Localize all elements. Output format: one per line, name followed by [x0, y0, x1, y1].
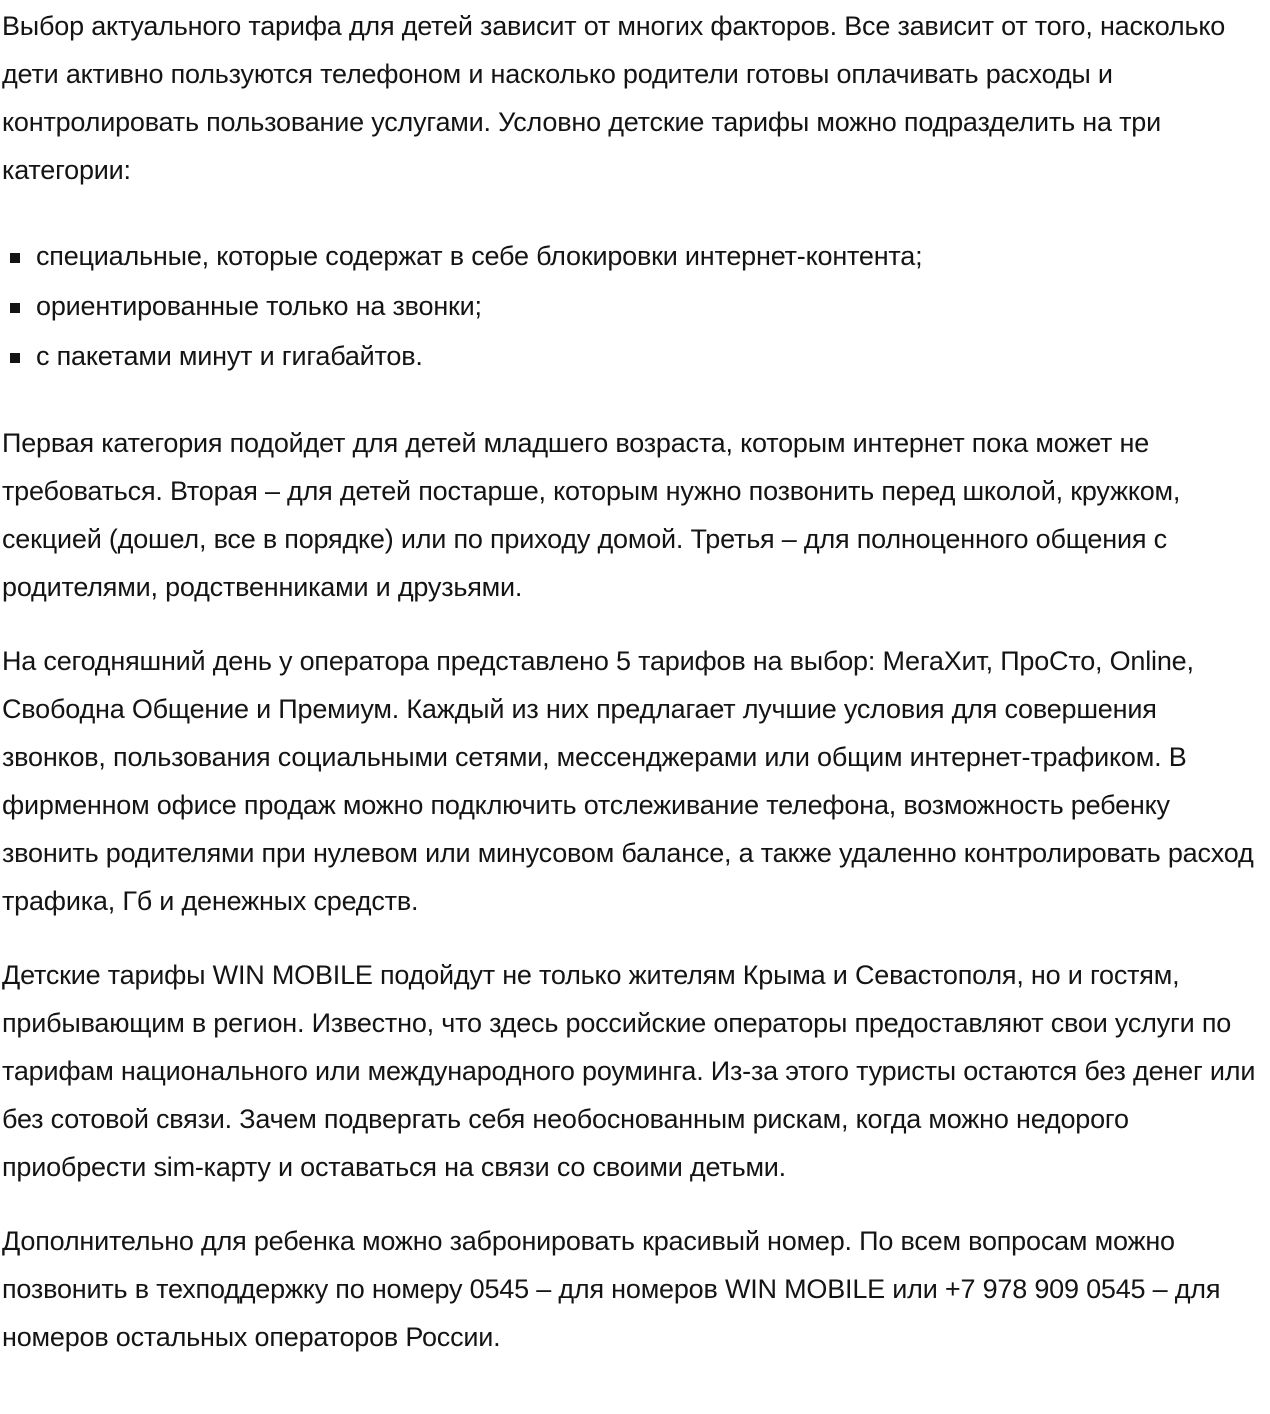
paragraph-tariffs: На сегодняшний день у оператора представлено 5 тарифов на выбор: МегаХит, ПроСто, Online, Свободна Общение и Премиум. Каждый из них предлагает лучшие условия для совершения звонков, пользования социальными сетями, мессенджерами или общим интернет-трафиком. В фирменном офисе продаж можно подключить отслеживание телефона, возможность ребенку звонить родителями при нулевом или минусовом балансе, а также удаленно контролировать расход трафика, Гб и денежных средств.: [2, 646, 1254, 916]
square-bullet-icon: [10, 253, 20, 263]
square-bullet-icon: [10, 353, 20, 363]
list-item-text: с пакетами минут и гигабайтов.: [36, 341, 423, 371]
tariff-categories-list: [2, 232, 1264, 380]
paragraph-support: Дополнительно для ребенка можно забронировать красивый номер. По всем вопросам можно позвонить в техподдержку по номеру 0545 – для номеров WIN MOBILE или +7 978 909 0545 – для номеров остальных операторов России.: [2, 1226, 1221, 1352]
list-item: [2, 282, 1264, 330]
list-item: [2, 332, 1264, 380]
list-item: [2, 232, 1264, 280]
paragraph-intro: Выбор актуального тарифа для детей зависит от многих факторов. Все зависит от того, насколько дети активно пользуются телефоном и насколько родители готовы оплачивать расходы и контролировать пользование услугами. Условно детские тарифы можно подразделить на три категории:: [2, 11, 1226, 185]
paragraph-categories: Первая категория подойдет для детей младшего возраста, которым интернет пока может не требоваться. Вторая – для детей постарше, которым нужно позвонить перед школой, кружком, секцией (дошел, все в порядке) или по приходу домой. Третья – для полноценного общения с родителями, родственниками и друзьями.: [2, 428, 1181, 602]
paragraph-region: Детские тарифы WIN MOBILE подойдут не только жителям Крыма и Севастополя, но и гостям, прибывающим в регион. Известно, что здесь российские операторы предоставляют свои услуги по тарифам национального или международного роуминга. Из-за этого туристы остаются без денег или без сотовой связи. Зачем подвергать себя необоснованным рискам, когда можно недорого приобрести sim-карту и оставаться на связи со своими детьми.: [2, 960, 1256, 1182]
list-item-text: ориентированные только на звонки;: [36, 291, 482, 321]
list-item-text: специальные, которые содержат в себе блокировки интернет-контента;: [36, 241, 923, 271]
square-bullet-icon: [10, 303, 20, 313]
